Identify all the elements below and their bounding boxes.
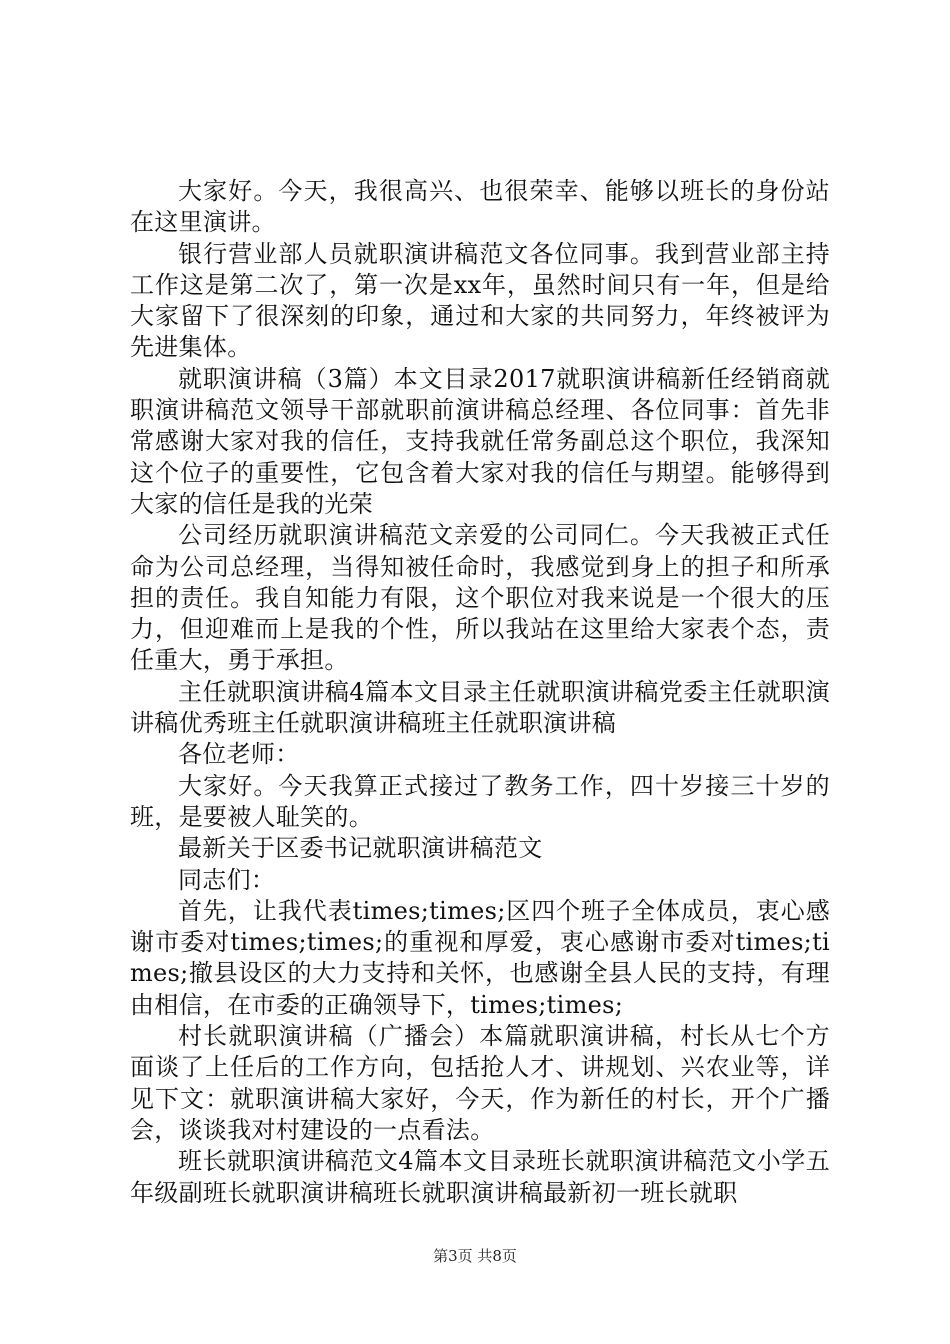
page-number: 第3页 共8页	[433, 1247, 517, 1265]
paragraph-8: 最新关于区委书记就职演讲稿范文	[178, 834, 543, 863]
paragraph-9: 同志们：	[178, 865, 276, 894]
paragraph-4: 公司经历就职演讲稿范文亲爱的公司同仁。今天我被正式任命为公司总经理，当得知被任命时，我感觉到身上的担子和所承担的责任。我自知能力有限，这个职位对我来说是一个很大的压力，但迎难而上是我的个性，所以我站在这里给大家表个态，责任重大，勇于承担。	[130, 521, 830, 675]
paragraph-1: 大家好。今天，我很高兴、也很荣幸、能够以班长的身份站在这里演讲。	[130, 177, 830, 237]
paragraph-5: 主任就职演讲稿4篇本文目录主任就职演讲稿党委主任就职演讲稿优秀班主任就职演讲稿班主任就职演讲稿	[130, 677, 830, 738]
paragraph-10: 首先，让我代表times;times;区四个班子全体成员，衷心感谢市委对times;times;的重视和厚爱，衷心感谢市委对times;times;撤县设区的大力支持和关怀，也感谢全县人民的支持，有理由相信，在市委的正确领导下，times;times;	[130, 896, 830, 1019]
paragraph-7: 大家好。今天我算正式接过了教务工作，四十岁接三十岁的班，是要被人耻笑的。	[130, 771, 830, 831]
paragraph-2: 银行营业部人员就职演讲稿范文各位同事。我到营业部主持工作这是第二次了，第一次是xx年，虽然时间只有一年，但是给大家留下了很深刻的印象，通过和大家的共同努力，年终被评为先进集体。	[130, 239, 830, 362]
document-body	[130, 176, 830, 1209]
paragraph-6: 各位老师：	[178, 740, 300, 769]
paragraph-3: 就职演讲稿（3篇）本文目录2017就职演讲稿新任经销商就职演讲稿范文领导干部就职前演讲稿总经理、各位同事：首先非常感谢大家对我的信任，支持我就任常务副总这个职位，我深知这个位子的重要性，它包含着大家对我的信任与期望。能够得到大家的信任是我的光荣	[130, 364, 830, 518]
paragraph-11: 村长就职演讲稿（广播会）本篇就职演讲稿，村长从七个方面谈了上任后的工作方向，包括抢人才、讲规划、兴农业等，详见下文：就职演讲稿大家好，今天，作为新任的村长，开个广播会，谈谈我对村建设的一点看法。	[130, 1022, 830, 1144]
paragraph-12: 班长就职演讲稿范文4篇本文目录班长就职演讲稿范文小学五年级副班长就职演讲稿班长就职演讲稿最新初一班长就职	[130, 1147, 830, 1207]
page-footer	[0, 1245, 950, 1266]
